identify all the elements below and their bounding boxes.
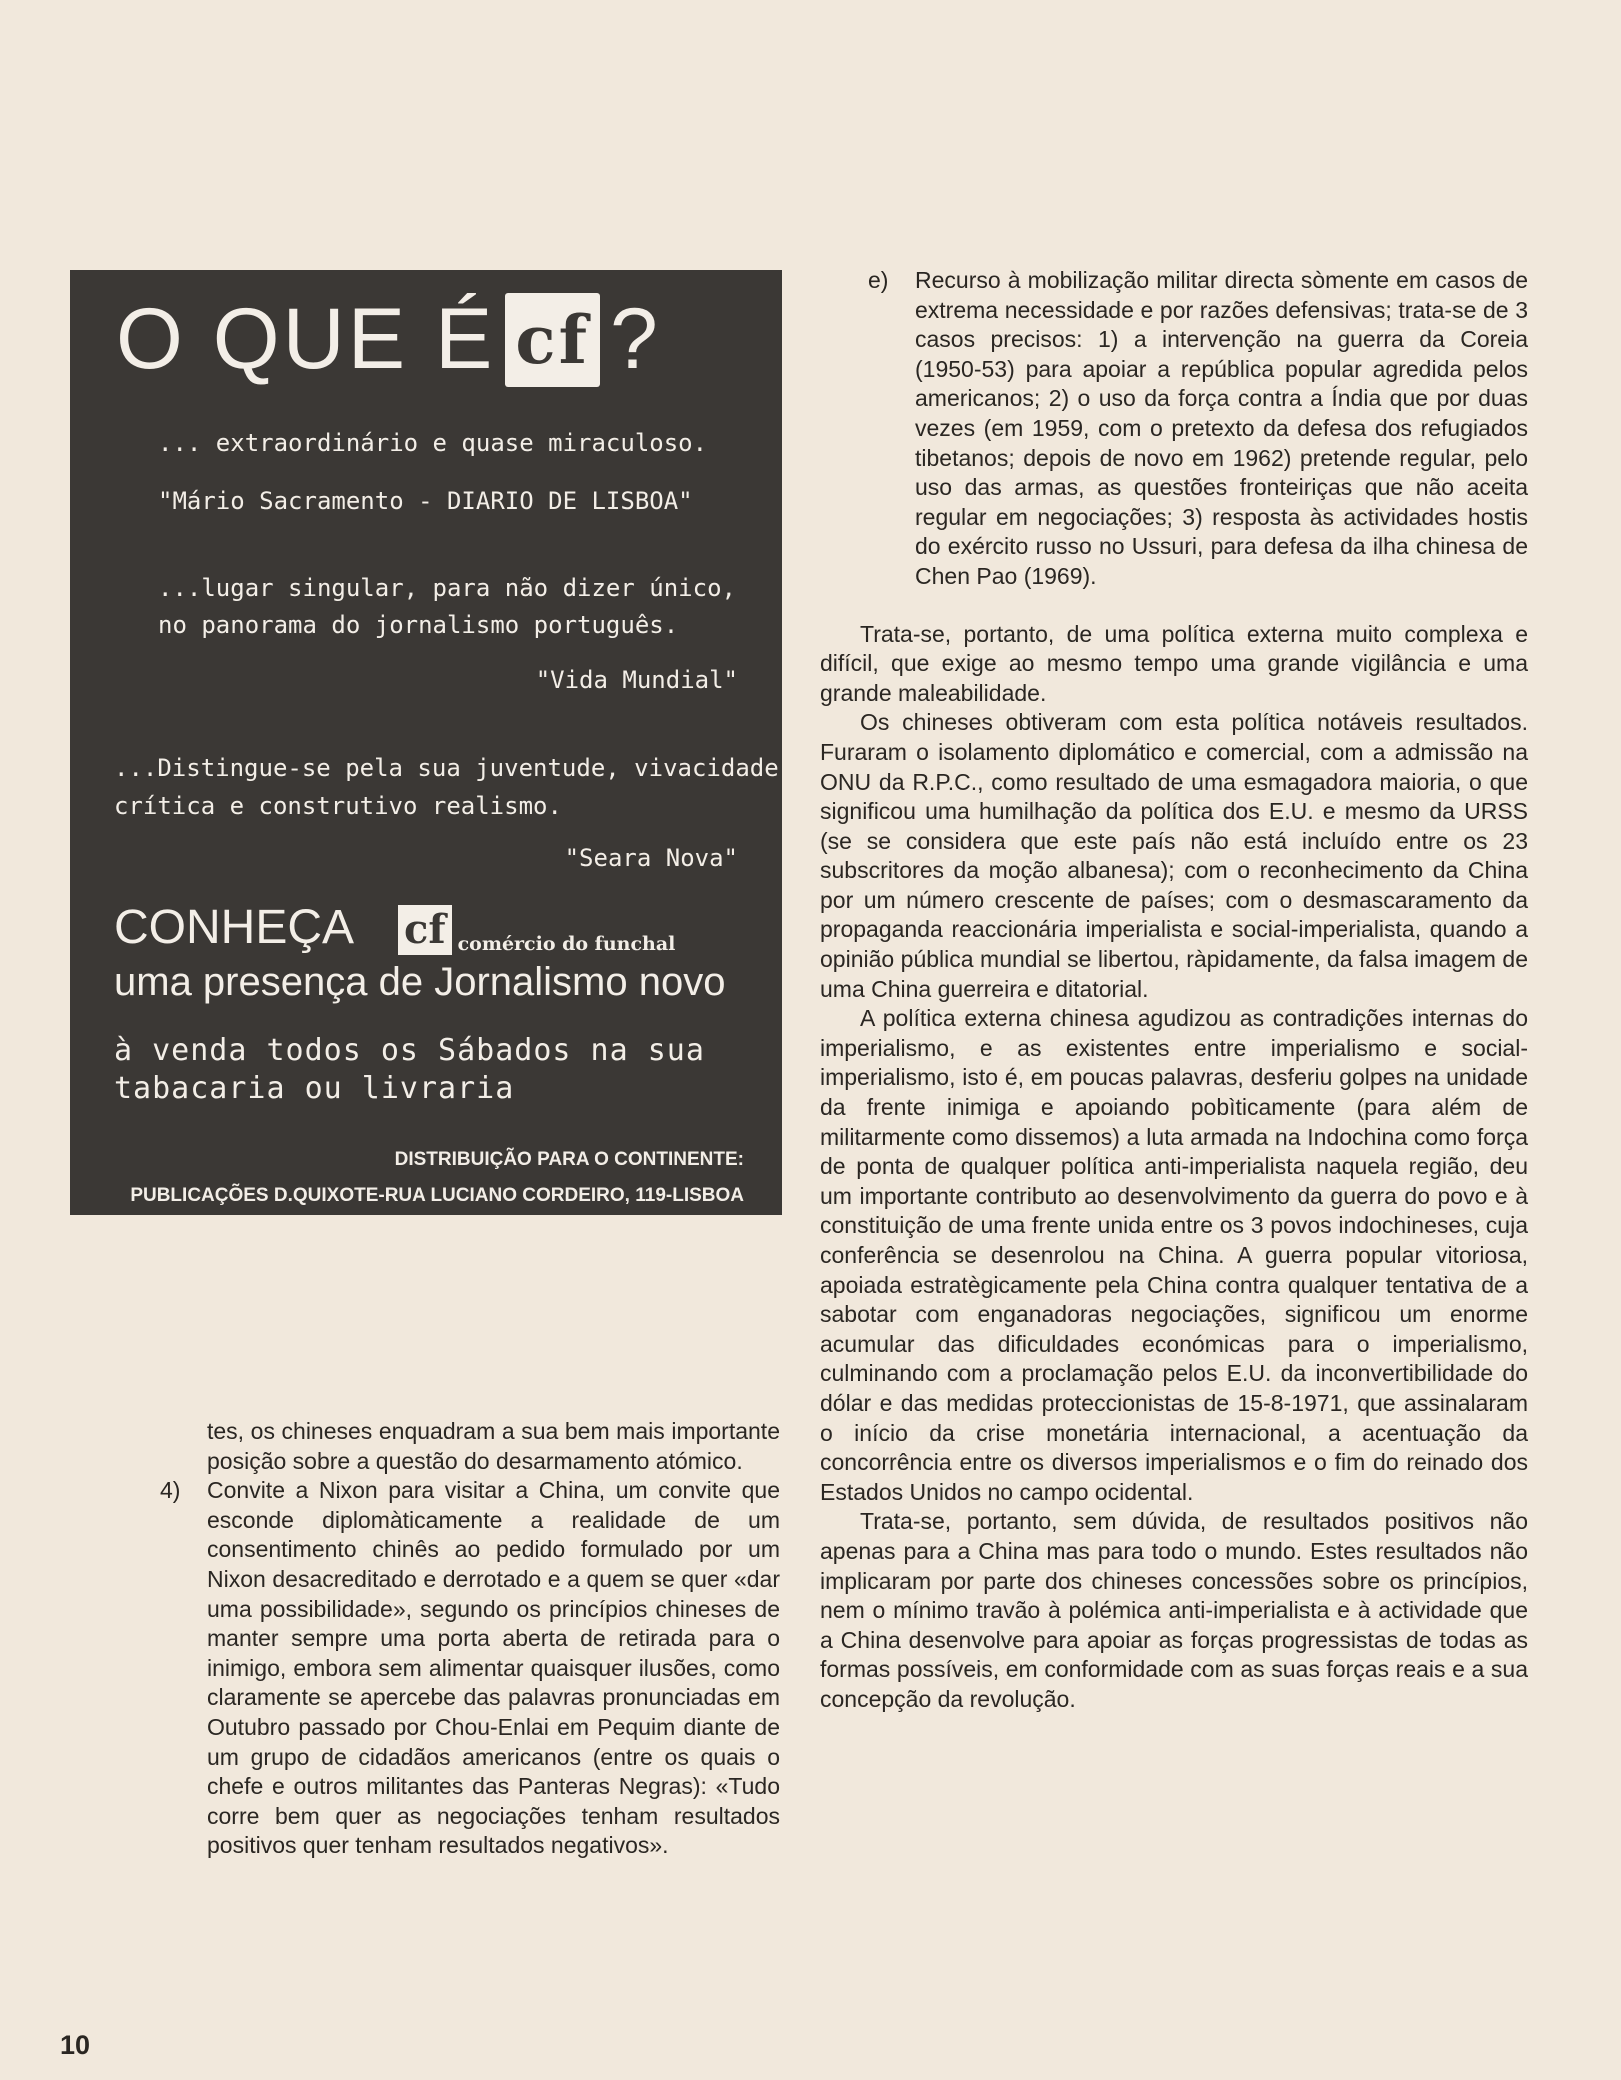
list-item-4-label: 4) [160,1477,181,1504]
ad-headline [116,290,661,389]
ad-source-2: "Vida Mundial" [535,666,738,694]
list-item-4 [160,1476,780,1861]
ad-distribution-line-1: DISTRIBUIÇÃO PARA O CONTINENTE: [394,1149,744,1170]
list-item-e-label: e) [868,267,889,293]
ad-distribution [130,1142,744,1214]
list-item-e [868,266,1528,592]
ad-venda: à venda todos os Sábados na sua tabacaria ou livraria [114,1033,705,1106]
ad-conheca-line [114,900,675,955]
cf-logo: cf [505,293,600,387]
ad-quote-1: ... extraordinário e quase miraculoso. [158,429,708,457]
paragraph-2: Os chineses obtiveram com esta política notáveis resultados. Furaram o isolamento diplomático e comercial, com a admissão na ONU da R.P.C., como resultado de uma esmagadora maioria, o que significou uma humilhação da política dos E.U. e mesmo da URSS (se se considera que este país não está incluído entre os 23 subscritores da moção albanesa); com o reconhecimento da China por um número crescente de países; com o desmascaramento da propaganda reaccionária imperialista e social-imperialista, quando a opinião pública mundial se libertou, ràpidamente, da falsa imagem de uma China guerreira e ditatorial. [820,709,1528,1002]
ad-conheca: CONHEÇA [114,901,355,954]
ad-quote-3-line-2: crítica e construtivo realismo. [114,792,562,820]
ad-presenca: uma presença de Jornalismo novo [114,960,726,1004]
page-number: 10 [60,2030,91,2060]
right-column [820,266,1528,1715]
continuation-paragraph: tes, os chineses enquadram a sua bem mais importante posição sobre a questão do desarmamento atómico. [207,1418,780,1474]
ad-distribution-line-2: PUBLICAÇÕES D.QUIXOTE-RUA LUCIANO CORDEIRO, 119-LISBOA [130,1185,744,1206]
paragraph-1: Trata-se, portanto, de uma política externa muito complexa e difícil, que exige ao mesmo tempo uma grande vigilância e uma grande maleabilidade. [820,620,1528,706]
ad-headline-pre: O QUE É [116,291,496,387]
left-column [160,1417,780,1861]
paragraph-4: Trata-se, portanto, sem dúvida, de resultados positivos não apenas para a China mas para todo o mundo. Estes resultados não implicaram por parte dos chineses concessões sobre os princípios, nem o mínimo travão à polémica anti-imperialista e à actividade que a China desenvolve para apoiar as forças progressistas de todas as formas possíveis, em conformidade com as suas forças reais e a sua concepção da revolução. [820,1508,1528,1712]
ad-source-3: "Seara Nova" [564,844,738,872]
ad-quote-3-line-1: ...Distingue-se pela sua juventude, vivacidade [114,754,779,782]
ad-headline-post: ? [609,291,661,387]
ad-paper-name: comércio do funchal [457,933,676,955]
paragraph-3: A política externa chinesa agudizou as contradições internas do imperialismo, e as existentes entre imperialismo e social-imperialismo, isto é, em poucas palavras, desferiu golpes na unidade da frente inimiga e apoiando pobìticamente (para além de militarmente como dissemos) a luta armada na Indochina como força de ponta de qualquer política anti-imperialista naquela região, deu um importante contributo ao desenvolvimento da guerra do povo e à constituição de uma frente unida entre os 3 povos indochineses, cuja conferência se desenrolou na China. A guerra popular vitoriosa, apoiada estratègicamente pela China contra qualquer tentativa de a sabotar com enganadoras negociações, significou um enorme acumular das dificuldades económicas para o imperialismo, culminando com a proclamação pelos E.U. da inconvertibilidade do dólar e das medidas proteccionistas de 15-8-1971, que assinalaram o início da crise monetária internacional, a acentuação da concorrência entre os diversos imperialismos e o fim do reinado dos Estados Unidos no campo ocidental. [820,1005,1528,1505]
advertisement [70,270,782,1215]
ad-quote-2-line-1: ...lugar singular, para não dizer único, [158,574,736,602]
list-item-e-text: Recurso à mobilização militar directa sòmente em casos de extrema necessidade e por razões defensivas; trata-se de 3 casos precisos: 1) a intervenção na guerra da Coreia (1950-53) para apoiar a república popular agredida pelos americanos; 2) o uso da força contra a Índia que por duas vezes (em 1959, com o pretexto da defesa dos refugiados tibetanos; depois de novo em 1962) pretende regular, pelo uso das armas, as questões fronteiriças que não aceita regular em negociações; 3) resposta às actividades hostis do exército russo no Ussuri, para defesa da ilha chinesa de Chen Pao (1969). [915,267,1528,589]
list-item-4-text: Convite a Nixon para visitar a China, um convite que esconde diplomàticamente a realidade de um consentimento chinês ao pedido formulado por um Nixon desacreditado e derrotado e a quem se quer «dar uma possibilidade», segundo os princípios chineses de manter sempre uma porta aberta de retirada para o inimigo, embora sem alimentar quaisquer ilusões, como claramente se apercebe das palavras pronunciadas em Outubro passado por Chou-Enlai em Pequim diante de um grupo de cidadãos americanos (entre os quais o chefe e outros militantes das Panteras Negras): «Tudo corre bem quer as negociações tenham resultados positivos quer tenham resultados negativos». [207,1477,780,1859]
ad-quote-2-line-2: no panorama do jornalismo português. [158,611,679,639]
ad-source-1: "Mário Sacramento - DIARIO DE LISBOA" [158,487,693,515]
cf-logo-small: cf [398,905,452,955]
